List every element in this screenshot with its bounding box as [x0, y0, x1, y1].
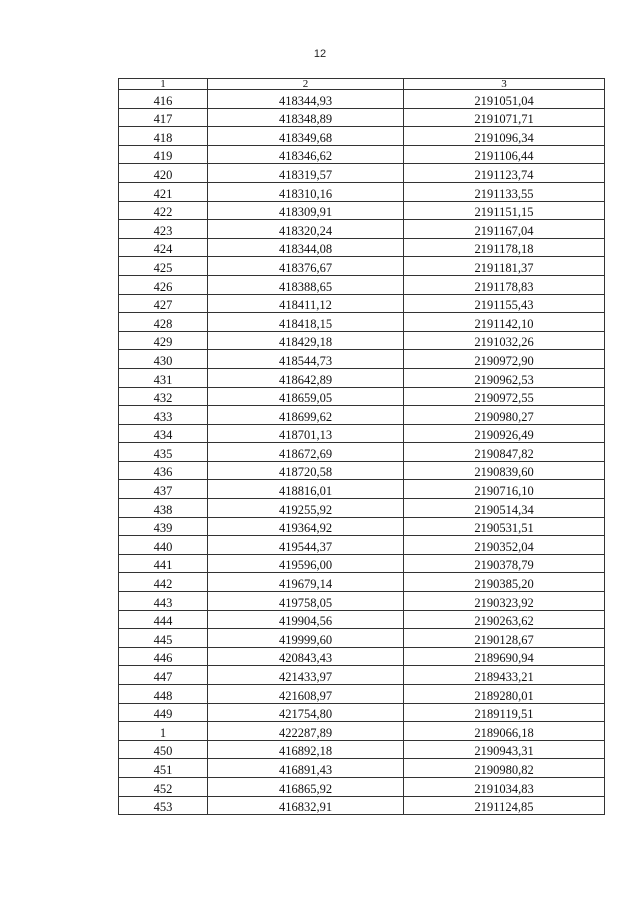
x-coordinate-cell: 418429,18 — [208, 331, 404, 350]
x-coordinate-cell: 421754,80 — [208, 703, 404, 722]
x-coordinate-cell: 421608,97 — [208, 685, 404, 704]
x-coordinate-cell: 418376,67 — [208, 257, 404, 276]
y-coordinate-cell: 2189280,01 — [404, 685, 605, 704]
y-coordinate-cell: 2190943,31 — [404, 740, 605, 759]
point-number-cell: 451 — [119, 759, 208, 778]
x-coordinate-cell: 418659,05 — [208, 387, 404, 406]
x-coordinate-cell: 418348,89 — [208, 108, 404, 127]
x-coordinate-cell: 419596,00 — [208, 554, 404, 573]
table-row — [119, 294, 605, 313]
y-coordinate-cell: 2191142,10 — [404, 313, 605, 332]
y-coordinate-cell: 2191178,83 — [404, 275, 605, 294]
table-row — [119, 387, 605, 406]
point-number-cell: 440 — [119, 536, 208, 555]
point-number-cell: 445 — [119, 629, 208, 648]
table-row — [119, 517, 605, 536]
y-coordinate-cell: 2191181,37 — [404, 257, 605, 276]
y-coordinate-cell: 2190531,51 — [404, 517, 605, 536]
point-number-cell: 429 — [119, 331, 208, 350]
y-coordinate-cell: 2191123,74 — [404, 164, 605, 183]
y-coordinate-cell: 2191034,83 — [404, 777, 605, 796]
table-row — [119, 573, 605, 592]
x-coordinate-cell: 419758,05 — [208, 592, 404, 611]
table-row — [119, 201, 605, 220]
x-coordinate-cell: 418344,08 — [208, 238, 404, 257]
point-number-cell: 443 — [119, 592, 208, 611]
point-number-cell: 438 — [119, 499, 208, 518]
point-number-cell: 420 — [119, 164, 208, 183]
point-number-cell: 430 — [119, 350, 208, 369]
table-row — [119, 90, 605, 109]
point-number-cell: 427 — [119, 294, 208, 313]
x-coordinate-cell: 416891,43 — [208, 759, 404, 778]
table-row — [119, 499, 605, 518]
table-row — [119, 127, 605, 146]
table-row — [119, 424, 605, 443]
x-coordinate-cell: 418418,15 — [208, 313, 404, 332]
x-coordinate-cell: 418699,62 — [208, 406, 404, 425]
point-number-cell: 437 — [119, 480, 208, 499]
y-coordinate-cell: 2189119,51 — [404, 703, 605, 722]
point-number-cell: 421 — [119, 182, 208, 201]
y-coordinate-cell: 2189066,18 — [404, 722, 605, 741]
point-number-cell: 444 — [119, 610, 208, 629]
table-row — [119, 592, 605, 611]
point-number-cell: 422 — [119, 201, 208, 220]
y-coordinate-cell: 2189433,21 — [404, 666, 605, 685]
x-coordinate-cell: 419679,14 — [208, 573, 404, 592]
point-number-cell: 433 — [119, 406, 208, 425]
y-coordinate-cell: 2190972,55 — [404, 387, 605, 406]
table-row — [119, 350, 605, 369]
x-coordinate-cell: 418672,69 — [208, 443, 404, 462]
point-number-cell: 1 — [119, 722, 208, 741]
x-coordinate-cell: 418388,65 — [208, 275, 404, 294]
x-coordinate-cell: 418310,16 — [208, 182, 404, 201]
x-coordinate-cell: 418701,13 — [208, 424, 404, 443]
point-number-cell: 439 — [119, 517, 208, 536]
x-coordinate-cell: 418319,57 — [208, 164, 404, 183]
point-number-cell: 435 — [119, 443, 208, 462]
y-coordinate-cell: 2190980,27 — [404, 406, 605, 425]
table-row — [119, 703, 605, 722]
y-coordinate-cell: 2190980,82 — [404, 759, 605, 778]
point-number-cell: 453 — [119, 796, 208, 815]
table-row — [119, 275, 605, 294]
x-coordinate-cell: 419999,60 — [208, 629, 404, 648]
table-row — [119, 647, 605, 666]
y-coordinate-cell: 2191151,15 — [404, 201, 605, 220]
x-coordinate-cell: 421433,97 — [208, 666, 404, 685]
table-row — [119, 406, 605, 425]
y-coordinate-cell: 2191155,43 — [404, 294, 605, 313]
point-number-cell: 431 — [119, 368, 208, 387]
point-number-cell: 446 — [119, 647, 208, 666]
y-coordinate-cell: 2190839,60 — [404, 461, 605, 480]
table-row — [119, 182, 605, 201]
point-number-cell: 423 — [119, 220, 208, 239]
y-coordinate-cell: 2190926,49 — [404, 424, 605, 443]
column-header-1: 1 — [119, 79, 208, 90]
x-coordinate-cell: 419904,56 — [208, 610, 404, 629]
table-row — [119, 610, 605, 629]
table-row — [119, 777, 605, 796]
table-row — [119, 257, 605, 276]
table-row — [119, 685, 605, 704]
table-row — [119, 796, 605, 815]
y-coordinate-cell: 2190514,34 — [404, 499, 605, 518]
point-number-cell: 434 — [119, 424, 208, 443]
x-coordinate-cell: 418344,93 — [208, 90, 404, 109]
table-row — [119, 313, 605, 332]
x-coordinate-cell: 419255,92 — [208, 499, 404, 518]
x-coordinate-cell: 419544,37 — [208, 536, 404, 555]
x-coordinate-cell: 416892,18 — [208, 740, 404, 759]
point-number-cell: 424 — [119, 238, 208, 257]
point-number-cell: 448 — [119, 685, 208, 704]
point-number-cell: 428 — [119, 313, 208, 332]
point-number-cell: 447 — [119, 666, 208, 685]
y-coordinate-cell: 2190716,10 — [404, 480, 605, 499]
x-coordinate-cell: 418720,58 — [208, 461, 404, 480]
table-row — [119, 368, 605, 387]
point-number-cell: 450 — [119, 740, 208, 759]
y-coordinate-cell: 2191167,04 — [404, 220, 605, 239]
y-coordinate-cell: 2191051,04 — [404, 90, 605, 109]
table-row — [119, 722, 605, 741]
table-body — [119, 90, 605, 815]
coordinates-table — [118, 78, 605, 815]
table-row — [119, 220, 605, 239]
point-number-cell: 418 — [119, 127, 208, 146]
x-coordinate-cell: 416865,92 — [208, 777, 404, 796]
table-row — [119, 536, 605, 555]
x-coordinate-cell: 418346,62 — [208, 145, 404, 164]
x-coordinate-cell: 418816,01 — [208, 480, 404, 499]
column-header-2: 2 — [208, 79, 404, 90]
point-number-cell: 419 — [119, 145, 208, 164]
y-coordinate-cell: 2190128,67 — [404, 629, 605, 648]
point-number-cell: 426 — [119, 275, 208, 294]
point-number-cell: 417 — [119, 108, 208, 127]
table-row — [119, 629, 605, 648]
y-coordinate-cell: 2190352,04 — [404, 536, 605, 555]
point-number-cell: 442 — [119, 573, 208, 592]
column-header-3: 3 — [404, 79, 605, 90]
table-row — [119, 238, 605, 257]
x-coordinate-cell: 418411,12 — [208, 294, 404, 313]
table-row — [119, 164, 605, 183]
point-number-cell: 452 — [119, 777, 208, 796]
x-coordinate-cell: 422287,89 — [208, 722, 404, 741]
table-row — [119, 740, 605, 759]
x-coordinate-cell: 418320,24 — [208, 220, 404, 239]
point-number-cell: 432 — [119, 387, 208, 406]
header-row — [119, 79, 605, 90]
y-coordinate-cell: 2190385,20 — [404, 573, 605, 592]
y-coordinate-cell: 2190962,53 — [404, 368, 605, 387]
y-coordinate-cell: 2190972,90 — [404, 350, 605, 369]
point-number-cell: 425 — [119, 257, 208, 276]
x-coordinate-cell: 418349,68 — [208, 127, 404, 146]
y-coordinate-cell: 2191178,18 — [404, 238, 605, 257]
point-number-cell: 441 — [119, 554, 208, 573]
table-row — [119, 461, 605, 480]
y-coordinate-cell: 2191124,85 — [404, 796, 605, 815]
table-row — [119, 666, 605, 685]
point-number-cell: 416 — [119, 90, 208, 109]
table-row — [119, 145, 605, 164]
table-row — [119, 108, 605, 127]
table-row — [119, 443, 605, 462]
x-coordinate-cell: 419364,92 — [208, 517, 404, 536]
y-coordinate-cell: 2190847,82 — [404, 443, 605, 462]
page-number: 12 — [313, 48, 327, 60]
y-coordinate-cell: 2191133,55 — [404, 182, 605, 201]
y-coordinate-cell: 2191032,26 — [404, 331, 605, 350]
y-coordinate-cell: 2191071,71 — [404, 108, 605, 127]
table-row — [119, 480, 605, 499]
table-row — [119, 554, 605, 573]
y-coordinate-cell: 2190378,79 — [404, 554, 605, 573]
x-coordinate-cell: 418544,73 — [208, 350, 404, 369]
y-coordinate-cell: 2190323,92 — [404, 592, 605, 611]
table-header — [119, 79, 605, 90]
x-coordinate-cell: 420843,43 — [208, 647, 404, 666]
x-coordinate-cell: 416832,91 — [208, 796, 404, 815]
y-coordinate-cell: 2190263,62 — [404, 610, 605, 629]
point-number-cell: 436 — [119, 461, 208, 480]
x-coordinate-cell: 418309,91 — [208, 201, 404, 220]
table-row — [119, 759, 605, 778]
y-coordinate-cell: 2189690,94 — [404, 647, 605, 666]
x-coordinate-cell: 418642,89 — [208, 368, 404, 387]
y-coordinate-cell: 2191106,44 — [404, 145, 605, 164]
y-coordinate-cell: 2191096,34 — [404, 127, 605, 146]
point-number-cell: 449 — [119, 703, 208, 722]
table-row — [119, 331, 605, 350]
